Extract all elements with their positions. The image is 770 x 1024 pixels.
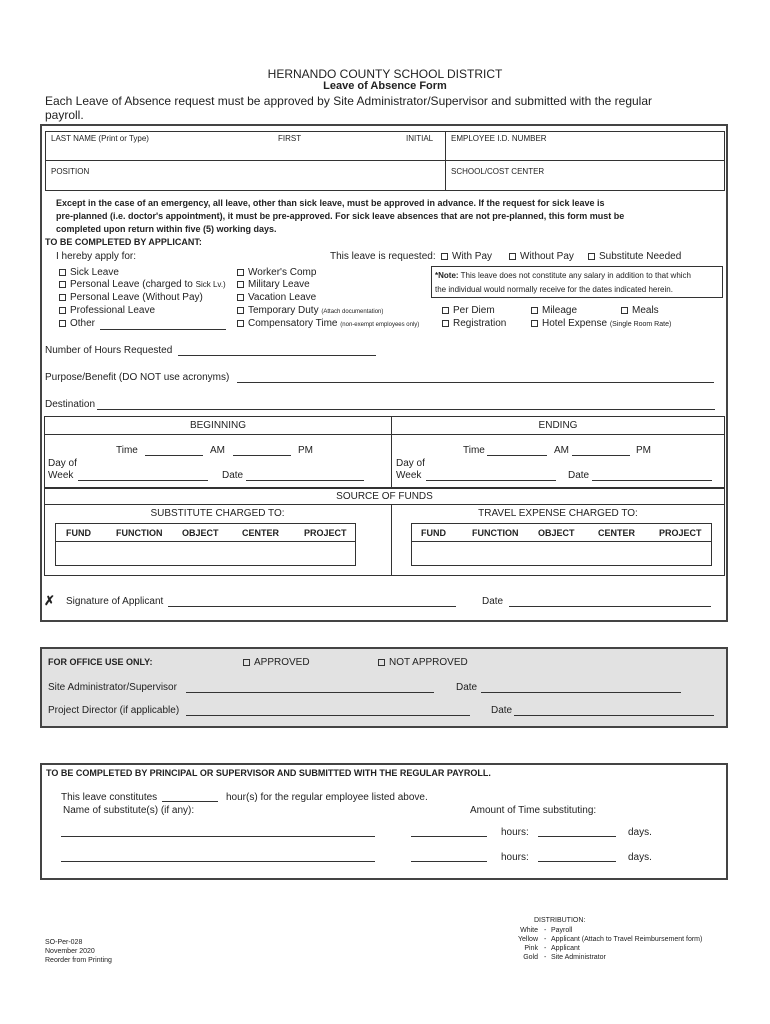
begin-day-field[interactable] bbox=[78, 480, 208, 481]
substitute-days-field-1[interactable] bbox=[538, 836, 616, 837]
professional-leave-checkbox[interactable] bbox=[59, 307, 66, 314]
destination-field[interactable] bbox=[97, 409, 715, 410]
signature-mark-icon: ✗ bbox=[44, 593, 55, 608]
dist-color-pink: Pink bbox=[524, 945, 538, 952]
end-pm-field[interactable] bbox=[572, 455, 630, 456]
substitute-hours-field-1[interactable] bbox=[411, 836, 487, 837]
apply-for-label: I hereby apply for: bbox=[56, 251, 137, 262]
travel-col-object: OBJECT bbox=[538, 528, 575, 538]
workers-comp-checkbox[interactable] bbox=[237, 269, 244, 276]
approved-option[interactable]: APPROVED bbox=[243, 657, 310, 668]
begin-day-of-label: Day of bbox=[48, 458, 77, 469]
not-approved-checkbox[interactable] bbox=[378, 659, 385, 666]
form-revision: November 2020 bbox=[45, 948, 95, 955]
end-am-field[interactable] bbox=[487, 455, 547, 456]
begin-am-label: AM bbox=[210, 445, 225, 456]
not-approved-option[interactable]: NOT APPROVED bbox=[378, 657, 468, 668]
sick-leave-option[interactable]: Sick Leave bbox=[59, 267, 119, 278]
personal-leave-charged-checkbox[interactable] bbox=[59, 281, 66, 288]
principal-heading: TO BE COMPLETED BY PRINCIPAL OR SUPERVISOR AND SUBMITTED WITH THE REGULAR PAYROLL. bbox=[46, 768, 491, 778]
dist-color-gold: Gold bbox=[523, 954, 538, 961]
sub-col-fund: FUND bbox=[66, 528, 91, 538]
temporary-duty-checkbox[interactable] bbox=[237, 307, 244, 314]
salary-note-line1: *Note: This leave does not constitute any salary in addition to that which bbox=[435, 271, 691, 280]
end-week-label: Week bbox=[396, 470, 422, 481]
dist-sep-3: - bbox=[544, 945, 547, 952]
source-of-funds-heading: SOURCE OF FUNDS bbox=[336, 491, 433, 502]
end-day-of-label: Day of bbox=[396, 458, 425, 469]
begin-week-label: Week bbox=[48, 470, 74, 481]
dist-dest-applicant: Applicant bbox=[551, 945, 580, 952]
dist-sep-1: - bbox=[544, 927, 547, 934]
begin-pm-label: PM bbox=[298, 445, 313, 456]
employee-id-label: EMPLOYEE I.D. NUMBER bbox=[451, 134, 547, 143]
form-title: Leave of Absence Form bbox=[323, 80, 447, 92]
signature-label: Signature of Applicant bbox=[66, 596, 164, 607]
registration-checkbox[interactable] bbox=[442, 320, 449, 327]
position-label: POSITION bbox=[51, 167, 90, 176]
travel-col-fund: FUND bbox=[421, 528, 446, 538]
school-cost-center-label: SCHOOL/COST CENTER bbox=[451, 167, 545, 176]
project-director-date-field[interactable] bbox=[514, 715, 714, 716]
substitute-name-field-1[interactable] bbox=[61, 836, 375, 837]
site-admin-date-label: Date bbox=[456, 682, 478, 693]
dist-sep-4: - bbox=[544, 954, 547, 961]
end-date-label: Date bbox=[568, 470, 590, 481]
intro-text-line2: payroll. bbox=[45, 108, 84, 122]
signature-date-label: Date bbox=[482, 596, 504, 607]
salary-note-line2: the individual would normally receive for the dates indicated herein. bbox=[435, 285, 673, 294]
substitute-days-field-2[interactable] bbox=[538, 861, 616, 862]
applicant-heading: TO BE COMPLETED BY APPLICANT: bbox=[45, 237, 202, 247]
destination-label: Destination bbox=[45, 399, 96, 410]
begin-date-field[interactable] bbox=[246, 480, 364, 481]
sick-leave-checkbox[interactable] bbox=[59, 269, 66, 276]
mileage-option[interactable]: Mileage bbox=[531, 305, 577, 316]
hours-requested-label: Number of Hours Requested bbox=[45, 345, 173, 356]
with-pay-checkbox[interactable] bbox=[441, 253, 448, 260]
signature-date-field[interactable] bbox=[509, 606, 711, 607]
vacation-leave-option[interactable]: Vacation Leave bbox=[237, 292, 316, 303]
travel-charged-heading: TRAVEL EXPENSE CHARGED TO: bbox=[478, 508, 638, 519]
professional-leave-option[interactable]: Professional Leave bbox=[59, 305, 155, 316]
travel-col-center: CENTER bbox=[598, 528, 636, 538]
personal-leave-charged-option[interactable]: Personal Leave (charged to Sick Lv.) bbox=[59, 279, 226, 290]
office-use-heading: FOR OFFICE USE ONLY: bbox=[48, 657, 153, 667]
purpose-field[interactable] bbox=[237, 382, 714, 383]
meals-option[interactable]: Meals bbox=[621, 305, 659, 316]
travel-col-project: PROJECT bbox=[659, 528, 702, 538]
substitute-charged-heading: SUBSTITUTE CHARGED TO: bbox=[150, 508, 285, 519]
district-name: HERNANDO COUNTY SCHOOL DISTRICT bbox=[267, 67, 503, 81]
end-time-label: Time bbox=[463, 445, 485, 456]
sub-col-function: FUNCTION bbox=[116, 528, 163, 538]
requested-label: This leave is requested: bbox=[330, 251, 436, 262]
signature-field[interactable] bbox=[168, 606, 456, 607]
initial-label: INITIAL bbox=[406, 134, 434, 143]
hours-label-1: hours: bbox=[501, 827, 529, 838]
purpose-label: Purpose/Benefit (DO NOT use acronyms) bbox=[45, 372, 230, 383]
personal-leave-unpaid-checkbox[interactable] bbox=[59, 294, 66, 301]
sub-col-center: CENTER bbox=[242, 528, 280, 538]
last-name-label: LAST NAME (Print or Type) bbox=[51, 134, 149, 143]
hours-label-2: hours: bbox=[501, 852, 529, 863]
dist-color-yellow: Yellow bbox=[518, 936, 538, 943]
substitute-needed-checkbox[interactable] bbox=[588, 253, 595, 260]
distribution-heading: DISTRIBUTION: bbox=[534, 917, 586, 924]
form-id: SO-Per-028 bbox=[45, 939, 83, 946]
compensatory-time-option[interactable]: Compensatory Time (non-exempt employees only) bbox=[237, 318, 419, 329]
site-admin-label: Site Administrator/Supervisor bbox=[48, 682, 177, 693]
dist-dest-applicant-travel: Applicant (Attach to Travel Reimbursement form) bbox=[551, 936, 703, 943]
approved-checkbox[interactable] bbox=[243, 659, 250, 666]
end-pm-label: PM bbox=[636, 445, 651, 456]
dist-dest-site-admin: Site Administrator bbox=[551, 954, 606, 961]
substitute-name-field-2[interactable] bbox=[61, 861, 375, 862]
dist-color-white: White bbox=[520, 927, 538, 934]
reorder-note: Reorder from Printing bbox=[45, 957, 112, 964]
substitute-hours-field-2[interactable] bbox=[411, 861, 487, 862]
ending-heading: ENDING bbox=[538, 420, 578, 431]
amount-time-label: Amount of Time substituting: bbox=[470, 805, 597, 816]
days-label-1: days. bbox=[628, 827, 652, 838]
other-leave-field[interactable] bbox=[100, 329, 226, 330]
other-leave-checkbox[interactable] bbox=[59, 320, 66, 327]
military-leave-checkbox[interactable] bbox=[237, 281, 244, 288]
vacation-leave-checkbox[interactable] bbox=[237, 294, 244, 301]
mileage-checkbox[interactable] bbox=[531, 307, 538, 314]
end-am-label: AM bbox=[554, 445, 569, 456]
first-name-label: FIRST bbox=[278, 134, 302, 143]
other-leave-option[interactable]: Other bbox=[59, 318, 95, 329]
intro-text-line1: Each Leave of Absence request must be approved by Site Administrator/Supervisor and submitted with the regular bbox=[45, 94, 653, 108]
hotel-expense-option[interactable]: Hotel Expense (Single Room Rate) bbox=[531, 318, 671, 329]
end-date-field[interactable] bbox=[592, 480, 712, 481]
notice-line3: completed upon return within five (5) working days. bbox=[56, 224, 277, 234]
notice-line1: Except in the case of an emergency, all leave, other than sick leave, must be approved in advance. If the request for sick leave is bbox=[56, 198, 605, 208]
beginning-heading: BEGINNING bbox=[189, 420, 247, 431]
temporary-duty-option[interactable]: Temporary Duty (Attach documentation) bbox=[237, 305, 383, 316]
sub-col-object: OBJECT bbox=[182, 528, 219, 538]
substitutes-label: Name of substitute(s) (if any): bbox=[63, 805, 195, 816]
constitutes-hours-field[interactable] bbox=[162, 801, 218, 802]
end-day-field[interactable] bbox=[426, 480, 556, 481]
meals-checkbox[interactable] bbox=[621, 307, 628, 314]
dist-sep-2: - bbox=[544, 936, 547, 943]
hours-requested-field[interactable] bbox=[178, 355, 376, 356]
travel-col-function: FUNCTION bbox=[472, 528, 519, 538]
project-director-label: Project Director (if applicable) bbox=[48, 705, 180, 716]
project-director-field[interactable] bbox=[186, 715, 470, 716]
without-pay-option[interactable]: Without Pay bbox=[509, 251, 574, 262]
begin-am-field[interactable] bbox=[145, 455, 203, 456]
with-pay-option[interactable]: With Pay bbox=[441, 251, 492, 262]
workers-comp-option[interactable]: Worker's Comp bbox=[237, 267, 316, 278]
personal-leave-unpaid-option[interactable]: Personal Leave (Without Pay) bbox=[59, 292, 203, 303]
registration-option[interactable]: Registration bbox=[442, 318, 506, 329]
begin-date-label: Date bbox=[222, 470, 244, 481]
military-leave-option[interactable]: Military Leave bbox=[237, 279, 310, 290]
sub-col-project: PROJECT bbox=[304, 528, 347, 538]
constitutes-label: This leave constitutes bbox=[61, 792, 158, 803]
days-label-2: days. bbox=[628, 852, 652, 863]
begin-pm-field[interactable] bbox=[233, 455, 291, 456]
per-diem-option[interactable]: Per Diem bbox=[442, 305, 495, 316]
project-director-date-label: Date bbox=[491, 705, 513, 716]
site-admin-date-field[interactable] bbox=[481, 692, 681, 693]
per-diem-checkbox[interactable] bbox=[442, 307, 449, 314]
hotel-expense-checkbox[interactable] bbox=[531, 320, 538, 327]
compensatory-time-checkbox[interactable] bbox=[237, 320, 244, 327]
notice-line2: pre-planned (i.e. doctor's appointment), it must be pre-approved. For sick leave absences that are not pre-planned, this form must be bbox=[56, 211, 625, 221]
begin-time-label: Time bbox=[116, 445, 138, 456]
without-pay-checkbox[interactable] bbox=[509, 253, 516, 260]
principal-section bbox=[40, 763, 728, 880]
substitute-needed-option[interactable]: Substitute Needed bbox=[588, 251, 681, 262]
site-admin-field[interactable] bbox=[186, 692, 434, 693]
hours-for-label: hour(s) for the regular employee listed above. bbox=[226, 792, 428, 803]
dist-dest-payroll: Payroll bbox=[551, 927, 573, 934]
